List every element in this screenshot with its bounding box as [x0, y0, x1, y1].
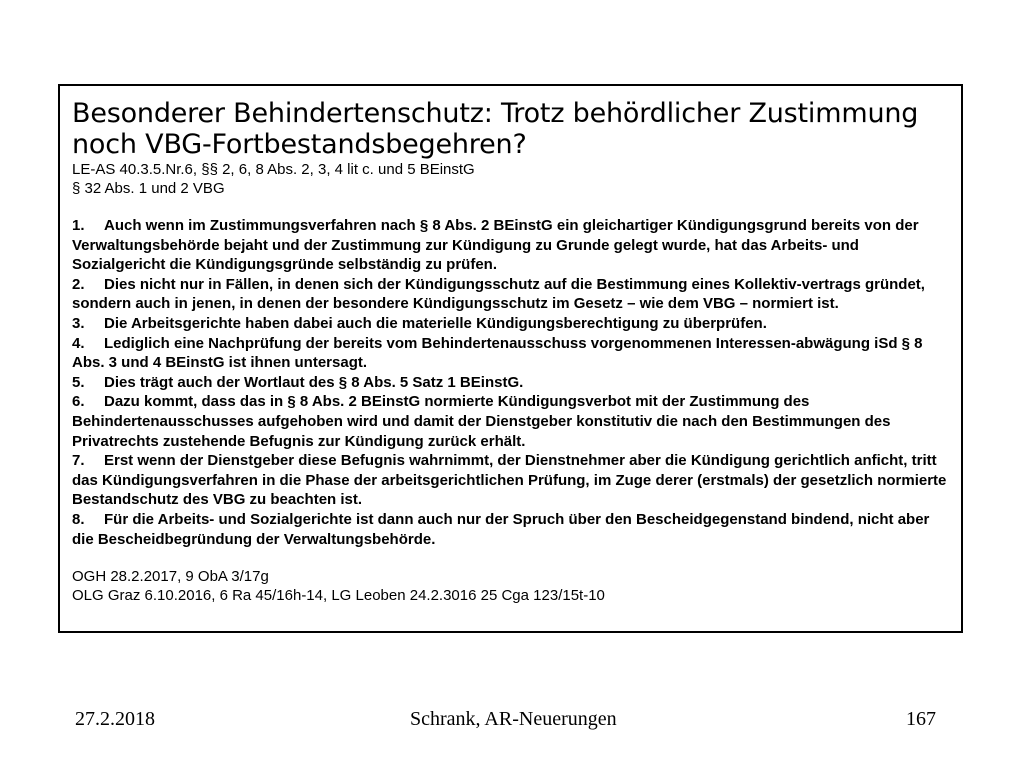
holding-number: 2. [72, 275, 85, 293]
holding-number: 7. [72, 452, 85, 470]
footer-author: Schrank, AR-Neuerungen [410, 708, 617, 730]
holding-number: 3. [72, 314, 85, 332]
footer-page-number: 167 [906, 708, 936, 730]
holding-item [72, 392, 949, 451]
holding-item [72, 275, 949, 314]
court-citation: OLG Graz 6.10.2016, 6 Ra 45/16h-14, LG Leoben 24.2.3016 25 Cga 123/15t-10 [72, 587, 605, 605]
holding-item [72, 373, 949, 393]
legal-reference: LE-AS 40.3.5.Nr.6, §§ 2, 6, 8 Abs. 2, 3, 4 lit c. und 5 BEinstG [72, 161, 475, 178]
slide-content-box [58, 84, 963, 633]
holding-item [72, 334, 949, 373]
holding-item [72, 510, 949, 549]
holding-text: Erst wenn der Dienstgeber diese Befugnis wahrnimmt, der Dienstnehmer aber die Kündigung gerichtlich anficht, tritt das Kündigungsverfahren in die Phase der arbeitsgerichtlichen Prüfung, im Zuge derer (erstmals) der gesetzlich normierte Bestandschutz des VBG zu beachten ist. [72, 452, 947, 509]
holding-item [72, 451, 949, 510]
holding-text: Für die Arbeits- und Sozialgerichte ist dann auch nur der Spruch über den Bescheidgegenstand bindend, nicht aber die Bescheidbegründung der Verwaltungsbehörde. [72, 510, 930, 548]
slide-title: Besonderer Behindertenschutz: Trotz behördlicher Zustimmung noch VBG-Fortbestandsbegehren? [72, 98, 919, 160]
holding-text: Dazu kommt, dass das in § 8 Abs. 2 BEinstG normierte Kündigungsverbot mit der Zustimmung des Behindertenausschusses aufgehoben wird und damit der Dienstgeber konstitutiv die nach den Bestimmungen des Privatrechts zustehende Befugnis zur Kündigung zurück erhält. [72, 393, 891, 450]
legal-reference: § 32 Abs. 1 und 2 VBG [72, 180, 225, 197]
footer-date: 27.2.2018 [75, 708, 155, 730]
holding-number: 1. [72, 217, 85, 234]
holding-number: 4. [72, 334, 85, 352]
holding-number: 8. [72, 510, 85, 528]
holding-text: Auch wenn im Zustimmungsverfahren nach § 8 Abs. 2 BEinstG ein gleichartiger Kündigungsgrund bereits von der Verwaltungsbehörde bejaht und der Zustimmung zur Kündigung zu Grunde gelegt wurde, hat das Arbeits- und Sozialgericht die Kündigungsgründe selbständig zu prüfen. [72, 217, 919, 274]
holding-number: 5. [72, 373, 85, 391]
court-citation: OGH 28.2.2017, 9 ObA 3/17g [72, 568, 269, 586]
holding-text: Lediglich eine Nachprüfung der bereits vom Behindertenausschuss vorgenommenen Interessen-abwägung iSd § 8 Abs. 3 und 4 BEinstG ist ihnen untersagt. [72, 334, 923, 372]
holding-number: 6. [72, 393, 85, 411]
holding-text: Dies trägt auch der Wortlaut des § 8 Abs. 5 Satz 1 BEinstG. [104, 373, 524, 391]
holding-item [72, 314, 949, 334]
holding-text: Dies nicht nur in Fällen, in denen sich der Kündigungsschutz auf die Bestimmung eines Kollektiv-vertrags gründet, sondern auch in jenen, in denen der besondere Kündigungsschutz im Gesetz – wie dem VBG – normiert ist. [72, 275, 925, 313]
holding-text: Die Arbeitsgerichte haben dabei auch die materielle Kündigungsberechtigung zu überprüfen. [104, 314, 767, 332]
holding-item [72, 216, 949, 275]
